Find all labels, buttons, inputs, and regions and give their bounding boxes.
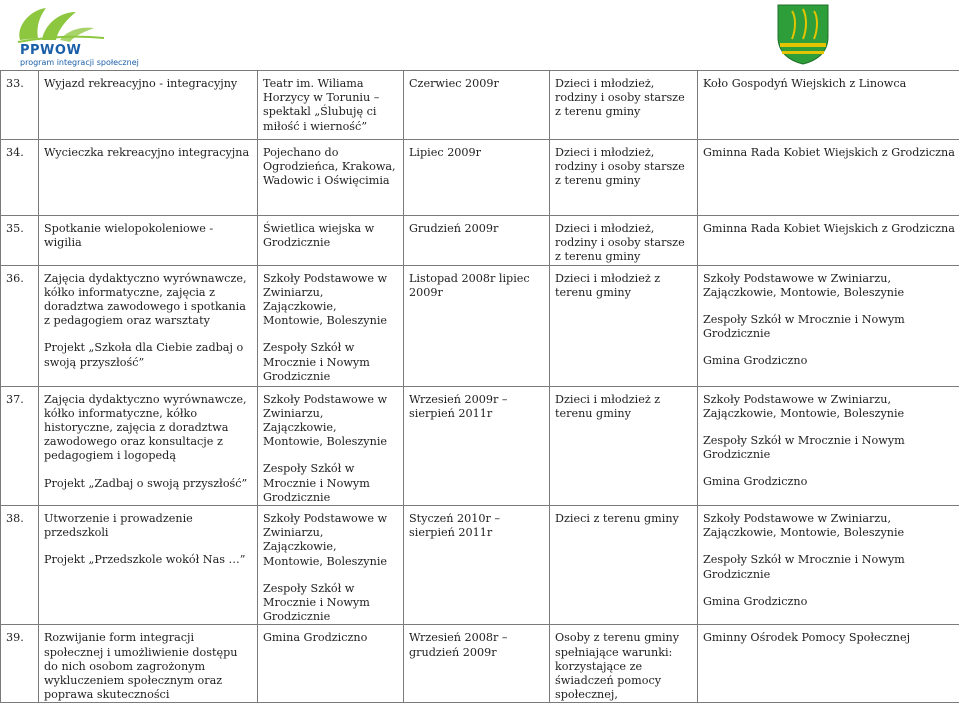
activity-organizer: Szkoły Podstawowe w Zwiniarzu, Zajączkowie, Montowie, Boleszynie Zespoły Szkół w Mrocznie i Nowym Grodzicznie Gmina Grodziczno xyxy=(698,506,959,625)
activity-target: Dzieci i młodzież z terenu gminy xyxy=(550,386,698,505)
table-row xyxy=(1,265,959,386)
activity-target: Osoby z terenu gminy spełniające warunki: korzystające ze świadczeń pomocy społecznej, xyxy=(550,625,698,703)
activity-name: Rozwijanie form integracji społecznej i umożliwienie dostępu do nich osobom zagrożonym wykluczeniem społecznym oraz poprawa skuteczności xyxy=(39,625,258,703)
activity-organizer: Gminny Ośrodek Pomocy Społecznej xyxy=(698,625,959,703)
coat-of-arms-icon xyxy=(776,3,830,65)
activity-name: Wycieczka rekreacyjno integracyjna xyxy=(39,140,258,216)
activity-date: Styczeń 2010r – sierpień 2011r xyxy=(404,506,550,625)
row-number: 35. xyxy=(1,216,39,266)
activity-place: Pojechano do Ogrodzieńca, Krakowa, Wadowic i Oświęcimia xyxy=(258,140,404,216)
table-row xyxy=(1,140,959,216)
activity-place: Świetlica wiejska w Grodzicznie xyxy=(258,216,404,266)
logo-subtitle: program integracji społecznej xyxy=(20,58,139,67)
activity-target: Dzieci z terenu gminy xyxy=(550,506,698,625)
table-row xyxy=(1,216,959,266)
activity-target: Dzieci i młodzież, rodziny i osoby starsze z terenu gminy xyxy=(550,71,698,140)
activity-organizer: Koło Gospodyń Wiejskich z Linowca xyxy=(698,71,959,140)
activity-date: Lipiec 2009r xyxy=(404,140,550,216)
activity-organizer: Szkoły Podstawowe w Zwiniarzu, Zajączkowie, Montowie, Boleszynie Zespoły Szkół w Mrocznie i Nowym Grodzicznie Gmina Grodziczno xyxy=(698,386,959,505)
activity-name: Zajęcia dydaktyczno wyrównawcze, kółko informatyczne, zajęcia z doradztwa zawodowego i spotkania z pedagogiem oraz warsztaty Projekt „Szkoła dla Ciebie zadbaj o swoją przyszłość” xyxy=(39,265,258,386)
activity-organizer: Szkoły Podstawowe w Zwiniarzu, Zajączkowie, Montowie, Boleszynie Zespoły Szkół w Mrocznie i Nowym Grodzicznie Gmina Grodziczno xyxy=(698,265,959,386)
table-row xyxy=(1,625,959,703)
activity-place: Szkoły Podstawowe w Zwiniarzu, Zajączkowie, Montowie, Boleszynie Zespoły Szkół w Mrocznie i Nowym Grodzicznie xyxy=(258,386,404,505)
activities-table xyxy=(0,70,959,703)
activity-place: Teatr im. Wiliama Horzycy w Toruniu – spektakl „Ślubuję ci miłość i wierność” xyxy=(258,71,404,140)
activity-place: Szkoły Podstawowe w Zwiniarzu, Zajączkowie, Montowie, Boleszynie Zespoły Szkół w Mrocznie i Nowym Grodzicznie xyxy=(258,265,404,386)
activity-date: Listopad 2008r lipiec 2009r xyxy=(404,265,550,386)
activity-place: Szkoły Podstawowe w Zwiniarzu, Zajączkowie, Montowie, Boleszynie Zespoły Szkół w Mrocznie i Nowym Grodzicznie xyxy=(258,506,404,625)
table-row xyxy=(1,506,959,625)
activity-date: Grudzień 2009r xyxy=(404,216,550,266)
activity-target: Dzieci i młodzież, rodziny i osoby starsze z terenu gminy xyxy=(550,216,698,266)
activity-name: Spotkanie wielopokoleniowe - wigilia xyxy=(39,216,258,266)
ppwow-leaf-icon xyxy=(12,4,112,44)
row-number: 38. xyxy=(1,506,39,625)
activity-organizer: Gminna Rada Kobiet Wiejskich z Grodziczna xyxy=(698,216,959,266)
table-row xyxy=(1,71,959,140)
activity-name: Wyjazd rekreacyjno - integracyjny xyxy=(39,71,258,140)
activity-date: Wrzesień 2009r – sierpień 2011r xyxy=(404,386,550,505)
activity-name: Utworzenie i prowadzenie przedszkoli Projekt „Przedszkole wokół Nas …” xyxy=(39,506,258,625)
activity-date: Czerwiec 2009r xyxy=(404,71,550,140)
row-number: 34. xyxy=(1,140,39,216)
row-number: 36. xyxy=(1,265,39,386)
row-number: 33. xyxy=(1,71,39,140)
activity-date: Wrzesień 2008r – grudzień 2009r xyxy=(404,625,550,703)
activity-place: Gmina Grodziczno xyxy=(258,625,404,703)
table-row xyxy=(1,386,959,505)
activity-name: Zajęcia dydaktyczno wyrównawcze, kółko informatyczne, kółko historyczne, zajęcia z doradztwa zawodowego oraz konsultacje z pedagogiem i logopedą Projekt „Zadbaj o swoją przyszłość” xyxy=(39,386,258,505)
page-header xyxy=(0,0,959,70)
logo-title: PPWOW xyxy=(20,44,139,57)
row-number: 37. xyxy=(1,386,39,505)
activity-target: Dzieci i młodzież z terenu gminy xyxy=(550,265,698,386)
activity-organizer: Gminna Rada Kobiet Wiejskich z Grodziczna xyxy=(698,140,959,216)
ppwow-logo xyxy=(12,4,112,66)
municipal-crest xyxy=(776,3,830,65)
activity-target: Dzieci i młodzież, rodziny i osoby starsze z terenu gminy xyxy=(550,140,698,216)
row-number: 39. xyxy=(1,625,39,703)
